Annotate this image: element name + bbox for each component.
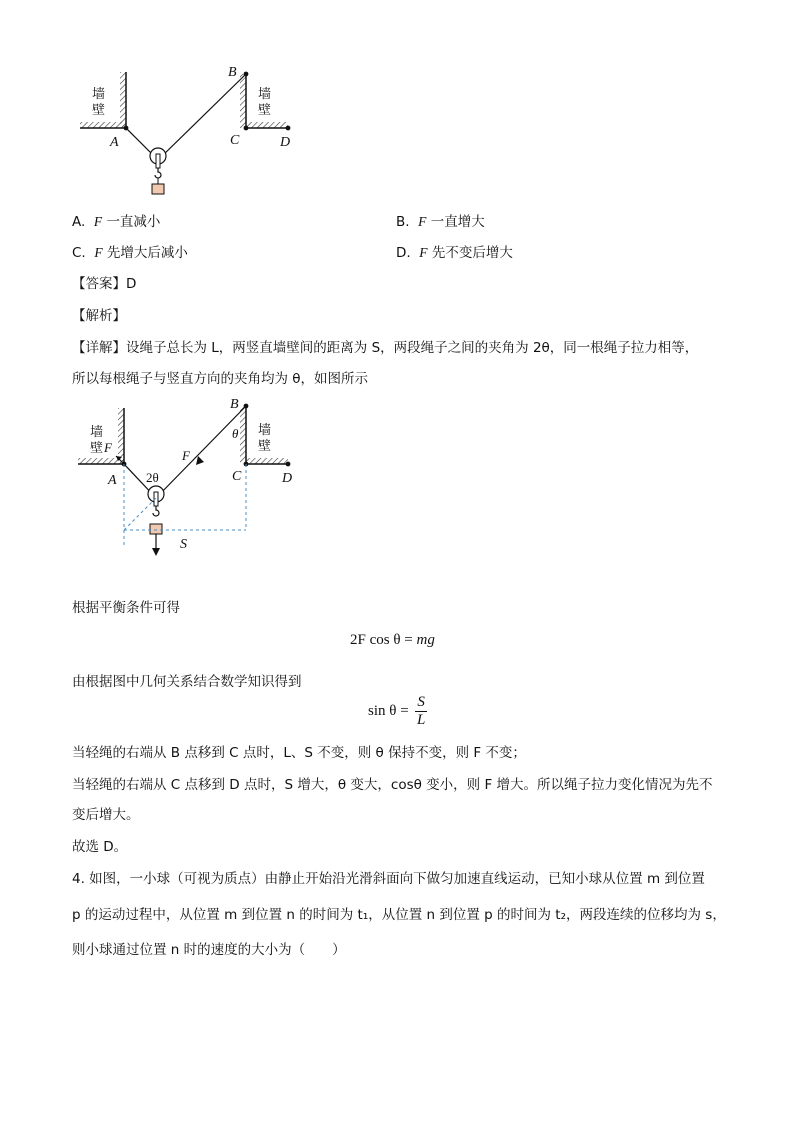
option-A: A. F 一直减小 — [72, 214, 161, 230]
analysis-tag: 【解析】 — [72, 308, 126, 324]
label-F-right: F — [182, 448, 190, 463]
label-D: D — [280, 135, 291, 150]
fraction-denominator: L — [417, 712, 426, 728]
point-D — [286, 126, 291, 131]
point-C — [244, 126, 249, 131]
figure-force-diagram — [70, 394, 310, 564]
label-2theta: 2θ — [146, 470, 159, 485]
label-C: C — [230, 133, 240, 148]
option-D: D. F 先不变后增大 — [396, 245, 513, 261]
label-A: A — [110, 135, 119, 150]
label-A: A — [108, 473, 117, 488]
option-B: B. F 一直增大 — [396, 214, 485, 230]
label-D: D — [282, 471, 293, 486]
cd-line-1: 当轻绳的右端从 C 点移到 D 点时，S 增大，θ 变大，cosθ 变小，则 F 增大。所以绳子拉力变化情况为先不 — [72, 777, 713, 793]
equation-1: 2F cos θ = mg — [350, 632, 435, 648]
construction-lines — [124, 464, 246, 546]
wall-label-right-2: 壁 — [258, 439, 272, 454]
option-C: C. F 先增大后减小 — [72, 245, 188, 261]
weight-block — [150, 524, 162, 534]
wall-label-left-1: 墙 — [92, 87, 106, 102]
geometry-line: 由根据图中几何关系结合数学知识得到 — [72, 674, 302, 690]
question-4-line-1: 4. 如图，一小球（可视为质点）由静止开始沿光滑斜面向下做匀加速直线运动，已知小球从位置 m 到位置 — [72, 871, 705, 887]
equation-2: sin θ = $\frac{S}{L}$ — [368, 694, 426, 728]
wall-label-right-1: 墙 — [258, 87, 272, 102]
cd-line-2: 变后增大。 — [72, 807, 140, 823]
weight-block — [152, 184, 164, 194]
wall-label-right-2: 壁 — [258, 103, 272, 118]
wall-label-left-1: 墙 — [90, 425, 104, 440]
label-B: B — [228, 65, 237, 80]
rope-right — [156, 406, 246, 498]
label-S: S — [180, 537, 187, 552]
wall-label-left-2: 壁 — [90, 441, 104, 456]
wall-label-left-2: 壁 — [92, 103, 106, 118]
force-arrow-right — [196, 456, 204, 465]
fraction-numerator: S — [417, 694, 425, 710]
pulley-hanger — [156, 154, 160, 168]
detail-line-2: 所以每根绳子与竖直方向的夹角均为 θ，如图所示 — [72, 371, 369, 387]
choose-line: 故选 D。 — [72, 839, 128, 855]
balance-line: 根据平衡条件可得 — [72, 600, 180, 616]
question-4-line-2: p 的运动过程中，从位置 m 到位置 n 的时间为 t₁，从位置 n 到位置 p 的时间为 t₂，两段连续的位移均为 s， — [72, 907, 726, 923]
label-C: C — [232, 469, 242, 484]
label-theta: θ — [232, 426, 239, 441]
figure-pulley-diagram — [70, 60, 310, 200]
point-D — [286, 462, 291, 467]
label-F-left: F — [104, 440, 112, 455]
answer-line: 【答案】D — [72, 276, 137, 292]
detail-line-1: 【详解】设绳子总长为 L，两竖直墙壁间的距离为 S，两段绳子之间的夹角为 2θ，同一根绳子拉力相等， — [72, 340, 699, 356]
wall-label-right-1: 墙 — [258, 423, 272, 438]
question-4-line-3: 则小球通过位置 n 时的速度的大小为（ ） — [72, 942, 346, 958]
bc-line: 当轻绳的右端从 B 点移到 C 点时，L、S 不变，则 θ 保持不变，则 F 不变； — [72, 745, 526, 761]
hook — [155, 168, 161, 178]
hook — [153, 506, 159, 516]
label-B: B — [230, 397, 239, 412]
